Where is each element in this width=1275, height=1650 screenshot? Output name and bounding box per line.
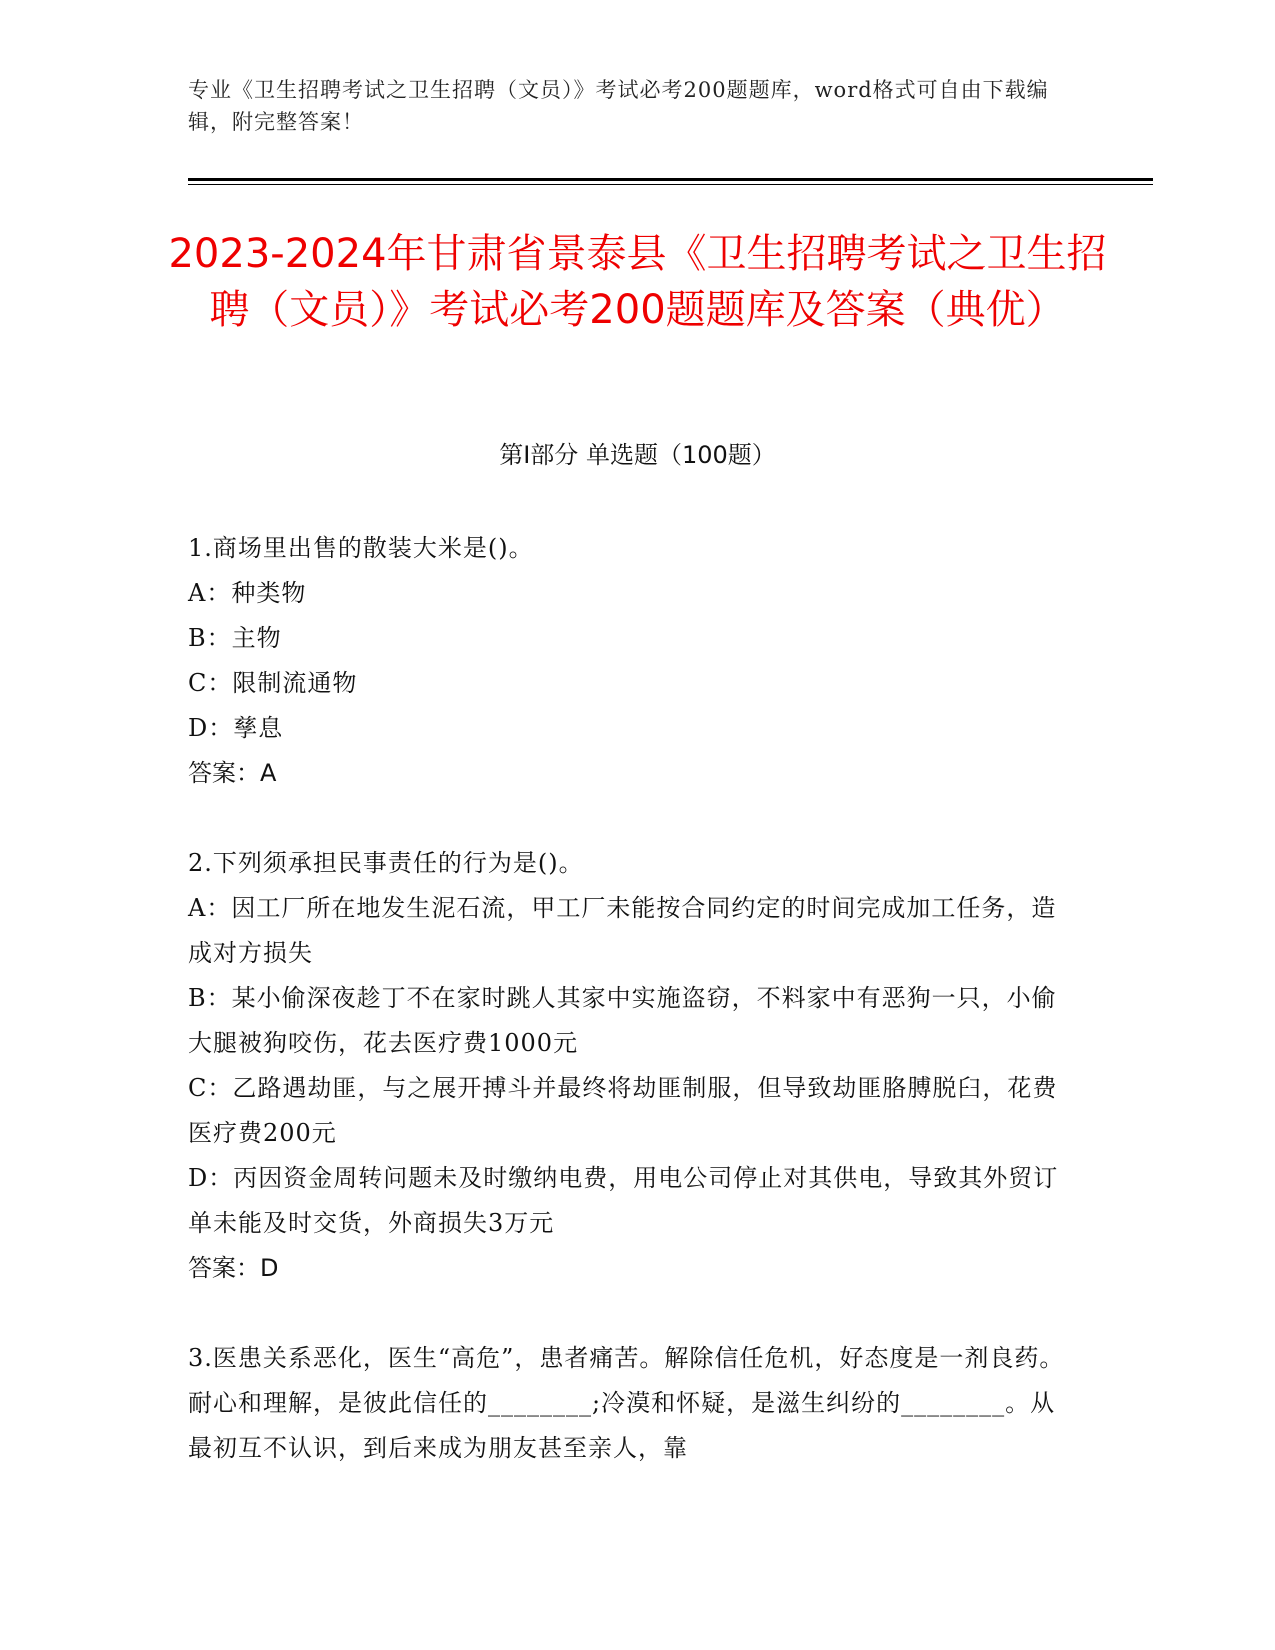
- option-a: A：种类物: [188, 579, 307, 607]
- header-note: 专业《卫生招聘考试之卫生招聘（文员）》考试必考200题题库，word格式可自由下载编辑，附完整答案！: [188, 78, 1049, 134]
- question-1: [188, 526, 1068, 796]
- document-title: 2023-2024年甘肃省景泰县《卫生招聘考试之卫生招聘（文员）》考试必考200题题库及答案（典优）: [168, 231, 1107, 333]
- answer-line: 答案：D: [188, 1254, 279, 1282]
- question-stem: 2.下列须承担民事责任的行为是()。: [188, 849, 584, 877]
- question-3: [188, 1336, 1068, 1471]
- option-b: B：某小偷深夜趁丁不在家时跳人其家中实施盗窃，不料家中有恶狗一只，小偷大腿被狗咬伤，花去医疗费1000元: [188, 984, 1057, 1057]
- option-c: C：限制流通物: [188, 669, 358, 697]
- option-c: C：乙路遇劫匪，与之展开搏斗并最终将劫匪制服，但导致劫匪胳膊脱臼，花费医疗费200元: [188, 1074, 1058, 1147]
- option-d: D：丙因资金周转问题未及时缴纳电费，用电公司停止对其供电，导致其外贸订单未能及时交货，外商损失3万元: [188, 1164, 1059, 1237]
- header-rule-thin: [188, 184, 1153, 185]
- header-rule-thick: [188, 178, 1153, 181]
- answer-line: 答案：A: [188, 759, 277, 787]
- question-stem: 3.医患关系恶化，医生“高危”，患者痛苦。解除信任危机，好态度是一剂良药。耐心和理解，是彼此信任的________;冷漠和怀疑，是滋生纠纷的________。从最初互不认识，到后来成为朋友甚至亲人，靠: [188, 1344, 1065, 1462]
- option-d: D：孳息: [188, 714, 284, 742]
- option-a: A：因工厂所在地发生泥石流，甲工厂未能按合同约定的时间完成加工任务，造成对方损失: [188, 894, 1057, 967]
- question-stem: 1.商场里出售的散装大米是()。: [188, 534, 534, 562]
- question-2: [188, 841, 1068, 1291]
- question-list: [188, 526, 1068, 1516]
- option-b: B：主物: [188, 624, 282, 652]
- section-heading: 第Ⅰ部分 单选题（100题）: [499, 441, 776, 469]
